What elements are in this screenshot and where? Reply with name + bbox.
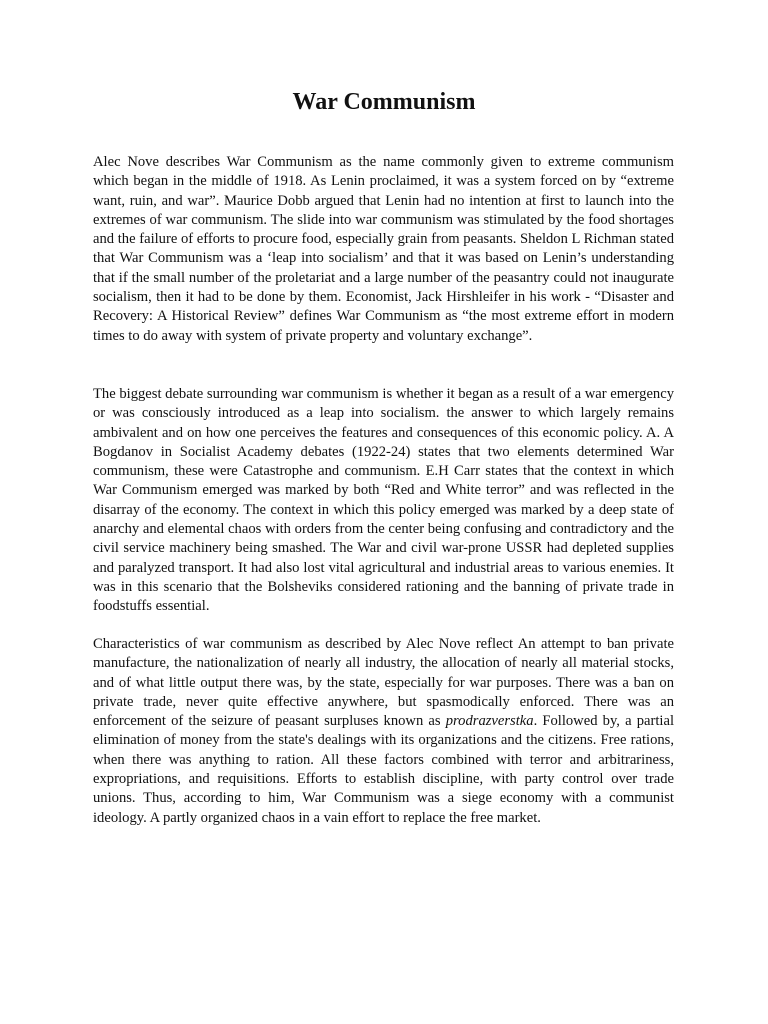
paragraph-3-text-after: . Followed by, a partial elimination of money from the state's dealings with its organizations and the citizens. Free rations, when there was anything to ration. All these factors combined with terror and arbitrariness, expropriations, and requisitions. Efforts to establish discipline, with party control over trade unions. Thus, according to him, War Communism was a siege economy with a communist ideology. A partly organized chaos in a vain effort to replace the free market. <box>93 713 674 826</box>
paragraph-3 <box>93 635 674 828</box>
page-title: War Communism <box>292 89 476 115</box>
paragraph-2: The biggest debate surrounding war communism is whether it began as a result of a war emergency or was consciously introduced as a leap into socialism. the answer to which largely remains ambivalent and on how one perceives the features and consequences of this economic policy. A. A Bogdanov in Socialist Academy debates (1922-24) states that two elements determined War communism, these were Catastrophe and communism. E.H Carr states that the context in which War Communism emerged was marked by both “Red and White terror” and was reflected in the disarray of the economy. The context in which this policy emerged was marked by a deep state of anarchy and elemental chaos with orders from the center being confusing and contradictory and the civil service machinery being smashed. The War and civil war-prone USSR had depleted supplies and paralyzed transport. It had also lost vital agricultural and industrial areas to various enemies. It was in this scenario that the Bolsheviks considered rationing and the banning of private trade in foodstuffs essential. <box>93 386 674 615</box>
paragraph-1: Alec Nove describes War Communism as the name commonly given to extreme communism which began in the middle of 1918. As Lenin proclaimed, it was a system forced on by “extreme want, ruin, and war”. Maurice Dobb argued that Lenin had no intention at first to launch into the extremes of war communism. The slide into war communism was stimulated by the food shortages and the failure of efforts to procure food, especially grain from peasants. Sheldon L Richman stated that War Communism was a ‘leap into socialism’ and that it was based on Lenin’s understanding that if the small number of the proletariat and a large number of the peasantry could not inaugurate socialism, then it had to be done by them. Economist, Jack Hirshleifer in his work - “Disaster and Recovery: A Historical Review” defines War Communism as “the most extreme effort in modern times to do away with system of private property and voluntary exchange”. <box>93 154 674 344</box>
paragraph-3-text-before: Characteristics of war communism as described by Alec Nove reflect An attempt to ban private manufacture, the nationalization of nearly all industry, the allocation of nearly all material stocks, and of what little output there was, by the state, especially for war purposes. There was a ban on private trade, never quite effective anywhere, but spasmodically enforced. There was an enforcement of the seizure of peasant surpluses known as <box>93 636 674 730</box>
paragraph-3-italic-term: prodrazverstka <box>445 713 534 730</box>
